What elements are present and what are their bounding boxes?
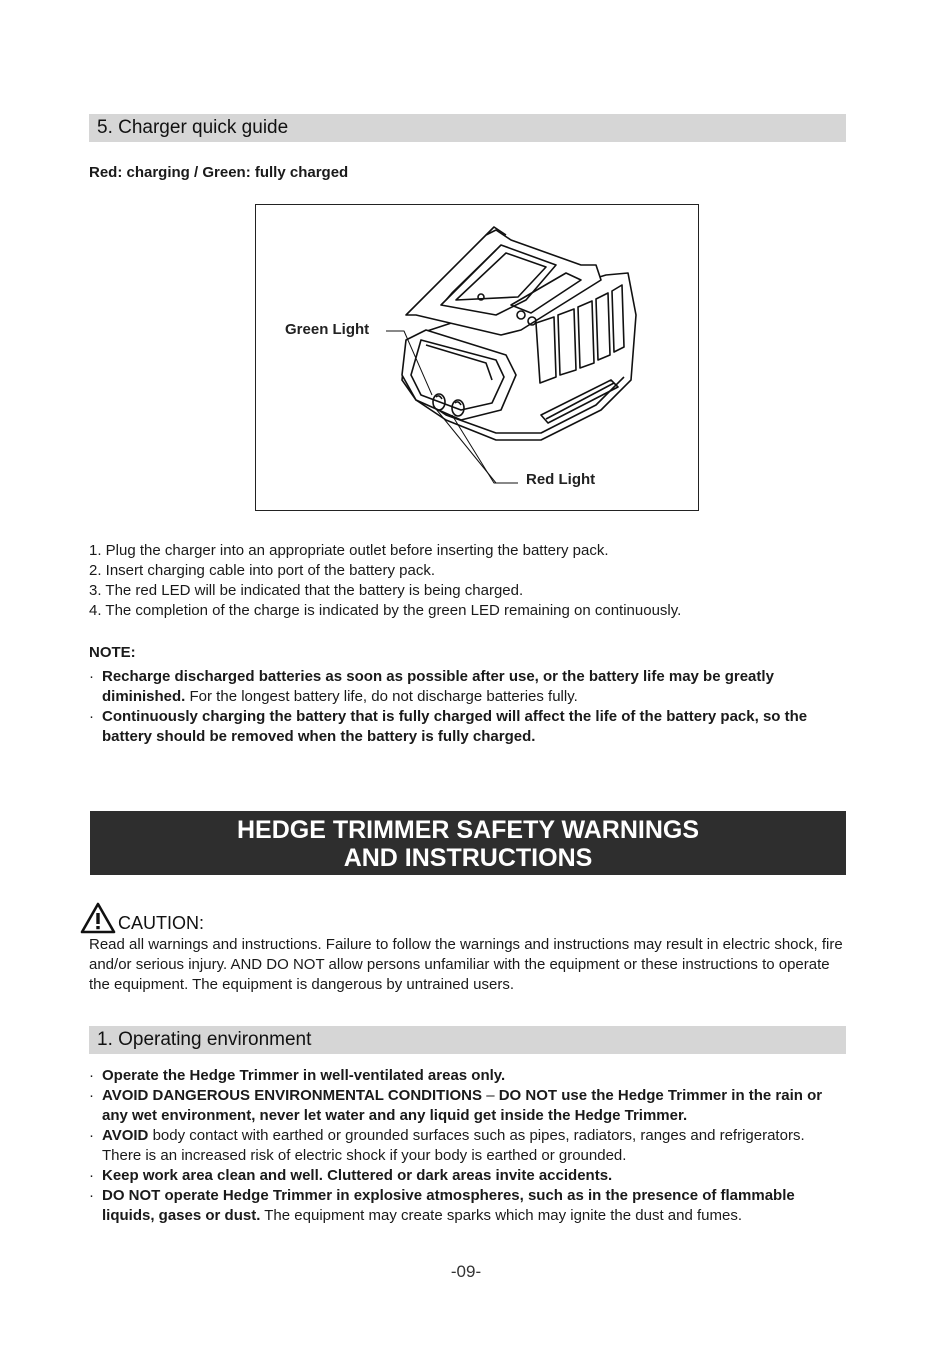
list-item: · Operate the Hedge Trimmer in well-ventilated areas only. bbox=[89, 1067, 506, 1084]
page-number: -09- bbox=[450, 1262, 482, 1281]
list-item: · Recharge discharged batteries as soon as possible after use, or the battery life may be greatly diminished. For the longest battery life, do not discharge batteries fully. bbox=[89, 668, 774, 705]
banner-line-2: AND INSTRUCTIONS bbox=[343, 844, 593, 872]
warning-triangle-icon bbox=[80, 902, 116, 934]
charger-figure bbox=[255, 204, 699, 511]
list-item: 2. Insert charging cable into port of the battery pack. bbox=[89, 562, 436, 579]
list-item: · Keep work area clean and well. Cluttered or dark areas invite accidents. bbox=[89, 1167, 613, 1184]
charger-illustration bbox=[256, 205, 700, 512]
section-title: 5. Charger quick guide bbox=[97, 117, 289, 138]
section-heading-operating-environment bbox=[89, 1026, 846, 1054]
list-item: · AVOID body contact with earthed or grounded surfaces such as pipes, radiators, ranges and refrigerators. There is an increased risk of electric shock if your body is earthed or grounded. bbox=[89, 1127, 805, 1164]
list-item: · AVOID DANGEROUS ENVIRONMENTAL CONDITIONS – DO NOT use the Hedge Trimmer in the rain or any wet environment, never let water and any liquid get inside the Hedge Trimmer. bbox=[89, 1087, 823, 1124]
list-item: · DO NOT operate Hedge Trimmer in explosive atmospheres, such as in the presence of flammable liquids, gases or dust. The equipment may create sparks which may ignite the dust and fumes. bbox=[89, 1187, 795, 1224]
list-item: 4. The completion of the charge is indicated by the green LED remaining on continuously. bbox=[89, 602, 682, 619]
red-light-label: Red Light bbox=[526, 471, 596, 488]
list-item: 3. The red LED will be indicated that the battery is being charged. bbox=[89, 582, 524, 599]
green-light-label: Green Light bbox=[285, 321, 370, 338]
caution-label: CAUTION: bbox=[118, 913, 205, 933]
charging-steps bbox=[89, 541, 681, 621]
section-heading-charger-guide bbox=[89, 114, 846, 142]
led-legend: Red: charging / Green: fully charged bbox=[89, 164, 349, 181]
banner-line-1: HEDGE TRIMMER SAFETY WARNINGS bbox=[236, 816, 700, 844]
operating-environment-list bbox=[89, 1066, 847, 1226]
note-heading: NOTE: bbox=[89, 644, 136, 661]
caution-heading bbox=[80, 898, 204, 934]
section-title: 1. Operating environment bbox=[97, 1029, 312, 1050]
caution-text: Read all warnings and instructions. Failure to follow the warnings and instructions may result in electric shock, fire and/or serious injury. AND DO NOT allow persons unfamiliar with the equipment or these instructions to operate the equipment. The equipment is dangerous by untrained users. bbox=[89, 936, 843, 993]
list-item: · Continuously charging the battery that is fully charged will affect the life of the battery pack, so the battery should be removed when the battery is fully charged. bbox=[89, 708, 808, 745]
note-list bbox=[89, 667, 829, 747]
safety-warnings-banner bbox=[90, 811, 846, 875]
list-item: 1. Plug the charger into an appropriate outlet before inserting the battery pack. bbox=[89, 542, 609, 559]
